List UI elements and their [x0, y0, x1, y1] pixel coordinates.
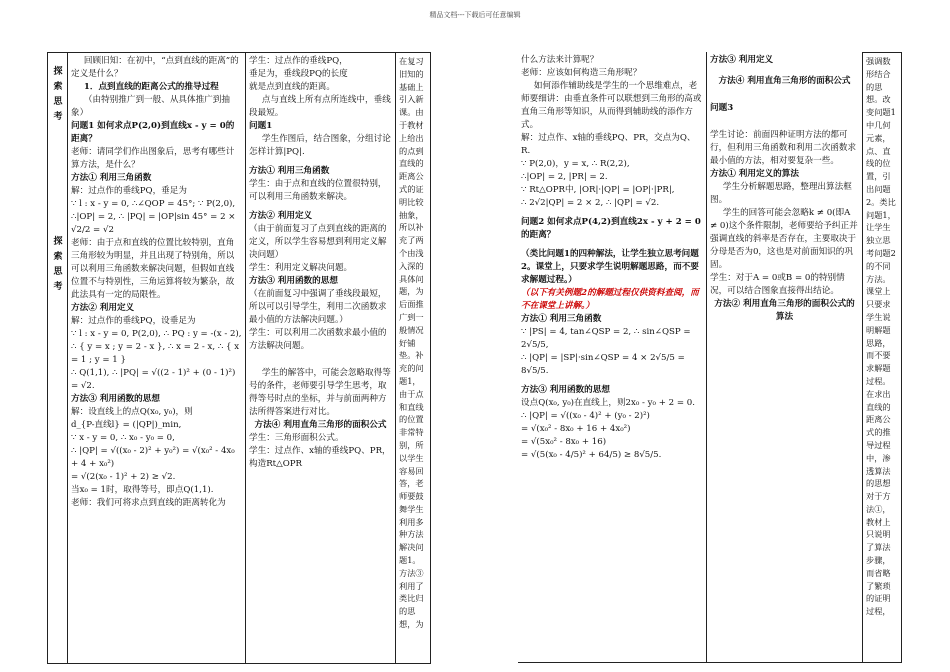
ls-16: 学生：三角形面积公式。 — [249, 433, 344, 443]
rm-15: 设点Q(x₀, y₀)在直线上，则2x₀ - y₀ + 2 = 0. — [521, 398, 695, 408]
left-lesson-table — [47, 52, 431, 664]
rm-17: = √(x₀² - 8x₀ + 16 + 4x₀²) — [521, 424, 631, 434]
left-note-column — [395, 53, 431, 663]
rm-1: 老师：应该如何构造三角形呢？ — [521, 68, 642, 78]
ls-15: 方法④ 利用直角三角形的面积公式 — [254, 420, 387, 430]
right-lesson-table — [518, 52, 902, 663]
lm-15: 方法③ 利用函数的思想 — [71, 394, 160, 404]
ls-2: 就是点到直线的距离。 — [249, 82, 335, 92]
stage-label-a: 探索思考 — [53, 67, 63, 122]
rm-6: ∵ Rt△OPR中, |OR|·|QP| = |OP|·|PR|, — [521, 185, 675, 195]
rm-0: 什么方法来计算呢？ — [521, 55, 599, 65]
rm-8: 问题2 如何求点P(4,2)到直线2x - y + 2 = 0的距离？ — [521, 217, 701, 240]
ls-4: 问题1 — [249, 121, 273, 131]
rm-11: 方法① 利用三角函数 — [521, 314, 602, 324]
ls-6: 方法① 利用三角函数 — [249, 166, 330, 176]
rm-16: ∴ |QP| = √((x₀ - 4)² + (y₀ - 2)²) — [521, 411, 650, 421]
lm-6: 解：过点作的垂线PQ，垂足为 — [71, 186, 187, 196]
left-stage-column — [47, 53, 67, 663]
ls-8: 方法② 利用定义 — [249, 211, 313, 221]
ls-3: 点与直线上所有点所连线中，垂线段最短。 — [249, 95, 391, 118]
right-note-column — [862, 52, 902, 662]
rm-12: ∵ |PS| = 4, tan∠QSP = 2, ∴ sin∠QSP = 2√5/5, — [521, 327, 691, 350]
lm-22: 老师：我们可将求点到直线的距离转化为 — [71, 498, 226, 508]
lm-2: （由特别推广到一般、从具体推广到抽象） — [71, 95, 230, 118]
lm-16: 解：设直线上的点Q(x₀, y₀)，则 — [71, 407, 193, 417]
page-header: 精品文档---下载后可任意编辑 — [429, 11, 521, 19]
rm-19: = √(5(x₀ - 4/5)² + 64/5) ≥ 8√5/5. — [521, 450, 662, 460]
rm-9: （类比问题1的四种解法，让学生独立思考问题2。课堂上，只要求学生说明解题思路，而不要求解题过程。） — [521, 249, 699, 285]
ls-13: 学生：可以利用二次函数求最小值的方法解决问题。 — [249, 328, 387, 351]
ls-14: 学生的解答中，可能会忽略取得等号的条件，老师要引导学生思考，取得等号时点的坐标，并与前面两种方法所得答案进行对比。 — [249, 368, 391, 417]
stage-label-b: 探索思考 — [53, 237, 63, 292]
left-student-column — [245, 53, 395, 663]
rs-5: 学生分析解题思路，整理出算法框图。 — [710, 182, 852, 205]
rm-18: = √(5x₀² - 8x₀ + 16) — [521, 437, 607, 447]
lm-18: ∵ x - y = 0, ∴ x₀ - y₀ = 0, — [71, 433, 175, 443]
right-student-column — [706, 52, 862, 662]
lm-10: 方法② 利用定义 — [71, 303, 135, 313]
lm-20: = √(2(x₀ - 1)² + 2) ≥ √2. — [71, 472, 176, 482]
lm-9: 老师：由于点和直线的位置比较特别，直角三角形较为明显，并且出现了特别角，所以可以利用三角函数来解决问题，但假如直线位置不与特别性，三角运算将较为繁杂，故此法具有一定的局限性。 — [71, 238, 235, 300]
rm-5: ∴|OP| = 2, |PR| = 2. — [521, 172, 608, 182]
lm-21: 当x₀ = 1时，取得等号，即点Q(1,1). — [71, 485, 214, 495]
ls-10: 学生：利用定义解决问题。 — [249, 263, 353, 273]
lm-1: 1．点到直线的距离公式的推导过程 — [83, 82, 219, 92]
rm-14: 方法③ 利用函数的思想 — [521, 385, 610, 395]
left-note-text: 在复习旧知的基础上引入新课。由于教材上给出的点到直线的距离公式的证明比较抽象，所以补充了两个由浅入深的具体问题，为后面推广到一般情况好铺垫。补充的问题1，由于点和直线的位置非常特别，所以学生容易回答，老师要鼓舞学生利用多种方法解决问题1。方法③利用了类比归的思想，为 — [399, 56, 424, 630]
rs-6: 学生的回答可能会忽略k ≠ 0(即A ≠ 0)这个条件限制，老师要给予纠正并强调直线的斜率是否存在，主要取决于分母是否为0，这也是对前面知识的巩固。 — [710, 208, 858, 270]
lm-17: d_{P-直线l} = (|QP|)_min, — [71, 420, 182, 430]
ls-7: 学生：由于点和直线的位置很特别，可以利用三角函数来解决。 — [249, 179, 387, 202]
rs-4: 方法① 利用定义的算法 — [710, 169, 799, 179]
lm-11: 解：过点作的垂线PQ，设垂足为 — [71, 316, 196, 326]
right-note-text: 强调数形结合的思想。改变问题1中几何元素，点、直线的位置，引出问题2。类比问题1，让学生独立思考问题2的不同方法。课堂上只要求学生说明解题思路，而不要求解题过程。在求出直线的距离公式的推导过程中，渗透算法的思想对于方法①，教材上只说明了算法步骤，而省略了繁琐的证明过程， — [866, 56, 896, 617]
right-main-column — [518, 52, 706, 662]
ls-17: 学生：过点作、x轴的垂线PQ、PR，构造Rt△OPR — [249, 446, 391, 469]
ls-12: （在前面复习中强调了垂线段最短，所以可以引导学生，利用二次函数求最小值的方法解决问题。） — [249, 289, 387, 325]
lm-19: ∴ |QP| = √((x₀ - 2)² + y₀²) = √(x₀² - 4x₀ + 4 + x₀²) — [71, 446, 235, 469]
rs-0: 方法③ 利用定义 — [710, 55, 774, 65]
rs-3: 学生讨论：前面四种证明方法的都可行，但利用三角函数和利用二次函数求最小值的方法，相对要复杂一些。 — [710, 130, 857, 166]
lm-14: ∴ Q(1,1), ∴ |PQ| = √((2 - 1)² + (0 - 1)²) = √2. — [71, 368, 236, 391]
ls-5: 学生作图后，结合图象，分组讨论怎样计算|PQ|. — [249, 134, 391, 157]
lm-8: ∴|OP| = 2, ∴ |PQ| = |OP|sin 45° = 2 × √2/2 = √2 — [71, 212, 236, 235]
ls-11: 方法③ 利用函数的思想 — [249, 276, 338, 286]
left-main-column — [67, 53, 245, 663]
lm-4: 老师：请同学们作出图象后，思考有哪些计算方法，是什么？ — [71, 147, 235, 170]
rm-2: 如何添作辅助线是学生的一个思维难点，老师要细讲：由垂直条件可以联想到三角形的高或直角三角形等知识，从而得到辅助线的添作方式。 — [521, 81, 702, 130]
lm-3: 问题1 如何求点P(2,0)到直线x - y = 0的距离？ — [71, 121, 235, 144]
ls-1: 垂足为，垂线段PQ的长度 — [249, 69, 348, 79]
rm-3: 解：过点作、x轴的垂线PQ、PR，交点为Q、R. — [521, 133, 696, 156]
lm-12: ∵ l : x - y = 0, P(2,0), ∴ PQ : y = -(x - 2), — [71, 329, 242, 339]
rm-13: ∴ |QP| = |SP|·sin∠QSP = 4 × 2√5/5 = 8√5/5. — [521, 353, 685, 376]
rs-8: 方法② 利用直角三角形的面积公式的算法 — [714, 299, 855, 322]
rs-1: 方法④ 利用直角三角形的面积公式 — [718, 76, 851, 86]
rs-2: 问题3 — [710, 103, 734, 113]
rs-7: 学生：对于A = 0或B = 0的特别情况，可以结合图象直接得出结论。 — [710, 273, 845, 296]
rm-7: ∴ 2√2|QP| = 2 × 2, ∴ |QP| = √2. — [521, 198, 660, 208]
rm-10: （以下有关例题2的解题过程仅供资料查阅，而不在课堂上讲解。） — [521, 288, 699, 311]
lm-5: 方法① 利用三角函数 — [71, 173, 152, 183]
lm-13: ∴ { y = x ; y = 2 - x }, ∴ x = 2 - x, ∴ { x = 1 ; y = 1 } — [71, 342, 240, 365]
lm-7: ∵ l : x - y = 0, ∴∠QOP = 45°; ∵ P(2,0), — [71, 199, 236, 209]
ls-0: 学生：过点作的垂线PQ， — [249, 56, 348, 66]
ls-9: （由于前面复习了点到直线的距离的定义，所以学生容易想到利用定义解决问题） — [249, 224, 387, 260]
lm-0: 回顾旧知：在初中，“点到直线的距离”的定义是什么？ — [71, 56, 239, 79]
rm-4: ∵ P(2,0)，y = x, ∴ R(2,2), — [521, 159, 630, 169]
